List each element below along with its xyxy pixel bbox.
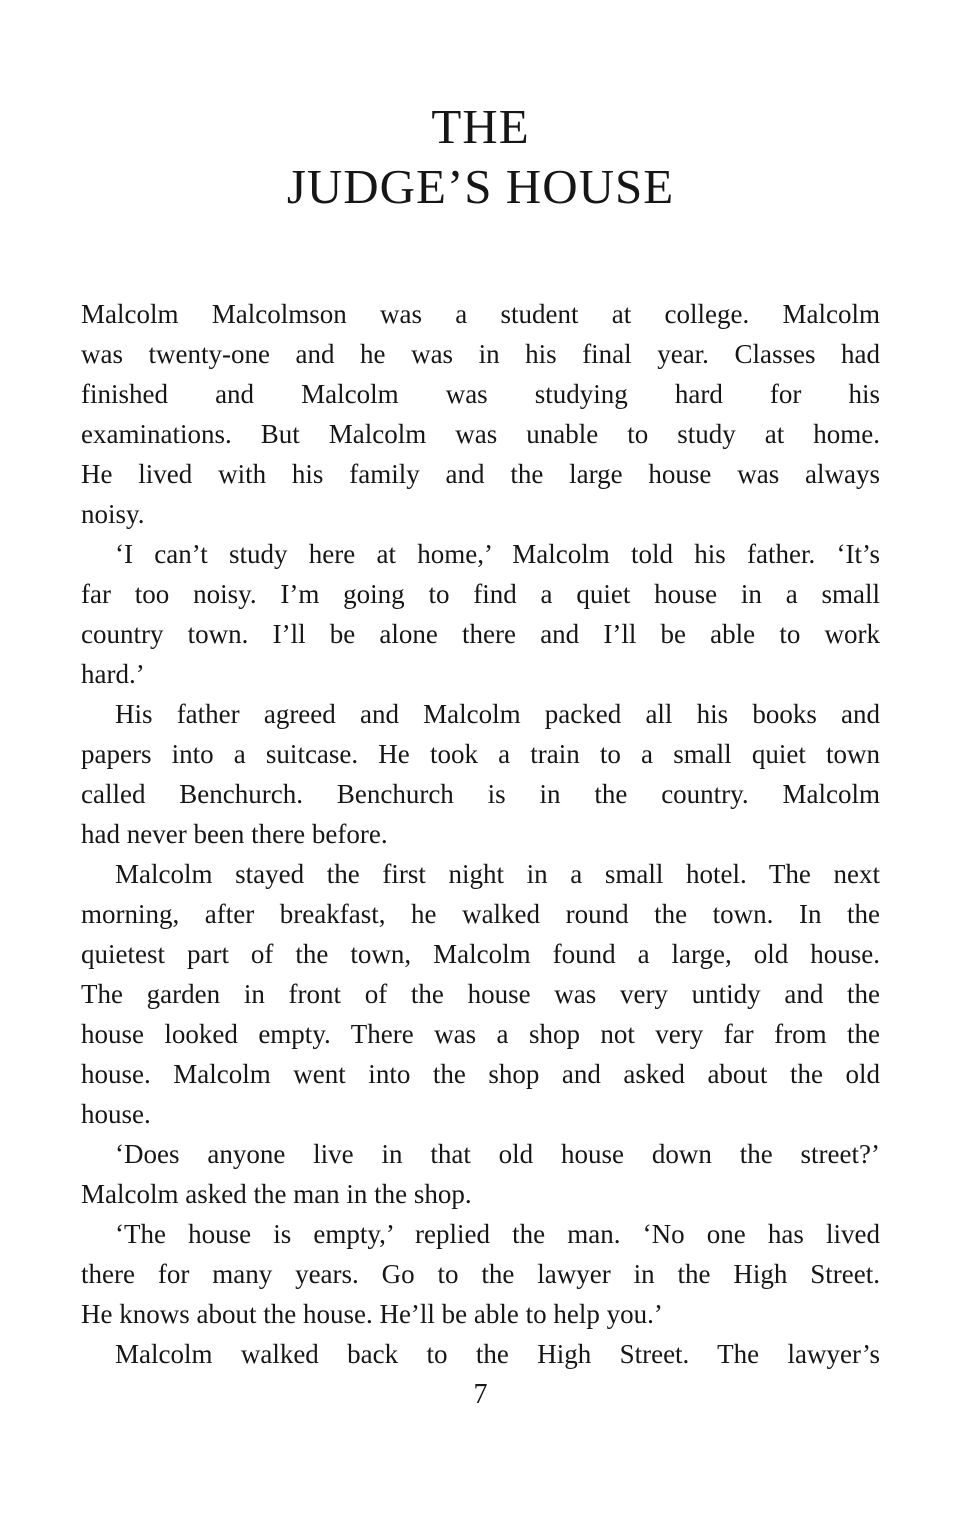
text-line: ‘The house is empty,’ replied the man. ‘No one has lived bbox=[115, 1219, 880, 1249]
text-line: examinations. But Malcolm was unable to study at home. bbox=[81, 419, 880, 449]
text-line: house. Malcolm went into the shop and asked about the old bbox=[81, 1059, 880, 1089]
text-line: called Benchurch. Benchurch is in the country. Malcolm bbox=[81, 779, 880, 809]
text-line: ‘Does anyone live in that old house down the street?’ bbox=[115, 1139, 880, 1169]
text-line: finished and Malcolm was studying hard for his bbox=[81, 379, 880, 409]
text-line: was twenty-one and he was in his final year. Classes had bbox=[81, 339, 880, 369]
page-number: 7 bbox=[473, 1379, 488, 1410]
paragraph bbox=[81, 854, 880, 1134]
paragraph bbox=[81, 294, 880, 534]
paragraph bbox=[81, 694, 880, 854]
body-text bbox=[81, 294, 880, 1374]
paragraph bbox=[81, 534, 880, 694]
text-line: Malcolm asked the man in the shop. bbox=[81, 1179, 472, 1209]
chapter-title-line2: JUDGE’S HOUSE bbox=[286, 158, 675, 214]
text-line: Malcolm stayed the first night in a small hotel. The next bbox=[115, 859, 880, 889]
text-line: morning, after breakfast, he walked round the town. In the bbox=[81, 899, 880, 929]
paragraph bbox=[81, 1334, 880, 1374]
paragraph bbox=[81, 1134, 880, 1214]
text-line: His father agreed and Malcolm packed all his books and bbox=[115, 699, 880, 729]
paragraph bbox=[81, 1214, 880, 1334]
text-line: there for many years. Go to the lawyer in the High Street. bbox=[81, 1259, 880, 1289]
text-line: country town. I’ll be alone there and I’ll be able to work bbox=[81, 619, 880, 649]
text-line: had never been there before. bbox=[81, 819, 388, 849]
chapter-title bbox=[0, 97, 961, 217]
text-line: The garden in front of the house was very untidy and the bbox=[81, 979, 880, 1009]
text-line: house. bbox=[81, 1099, 151, 1129]
text-line: ‘I can’t study here at home,’ Malcolm told his father. ‘It’s bbox=[115, 539, 880, 569]
text-line: He lived with his family and the large house was always bbox=[81, 459, 880, 489]
text-line: Malcolm Malcolmson was a student at college. Malcolm bbox=[81, 299, 880, 329]
text-line: quietest part of the town, Malcolm found a large, old house. bbox=[81, 939, 880, 969]
text-line: He knows about the house. He’ll be able to help you.’ bbox=[81, 1299, 663, 1329]
text-line: Malcolm walked back to the High Street. The lawyer’s bbox=[115, 1339, 880, 1369]
text-line: hard.’ bbox=[81, 659, 145, 689]
text-line: noisy. bbox=[81, 499, 145, 529]
chapter-title-line1: THE bbox=[431, 98, 530, 154]
text-line: house looked empty. There was a shop not very far from the bbox=[81, 1019, 880, 1049]
text-line: far too noisy. I’m going to find a quiet house in a small bbox=[81, 579, 880, 609]
text-line: papers into a suitcase. He took a train to a small quiet town bbox=[81, 739, 880, 769]
